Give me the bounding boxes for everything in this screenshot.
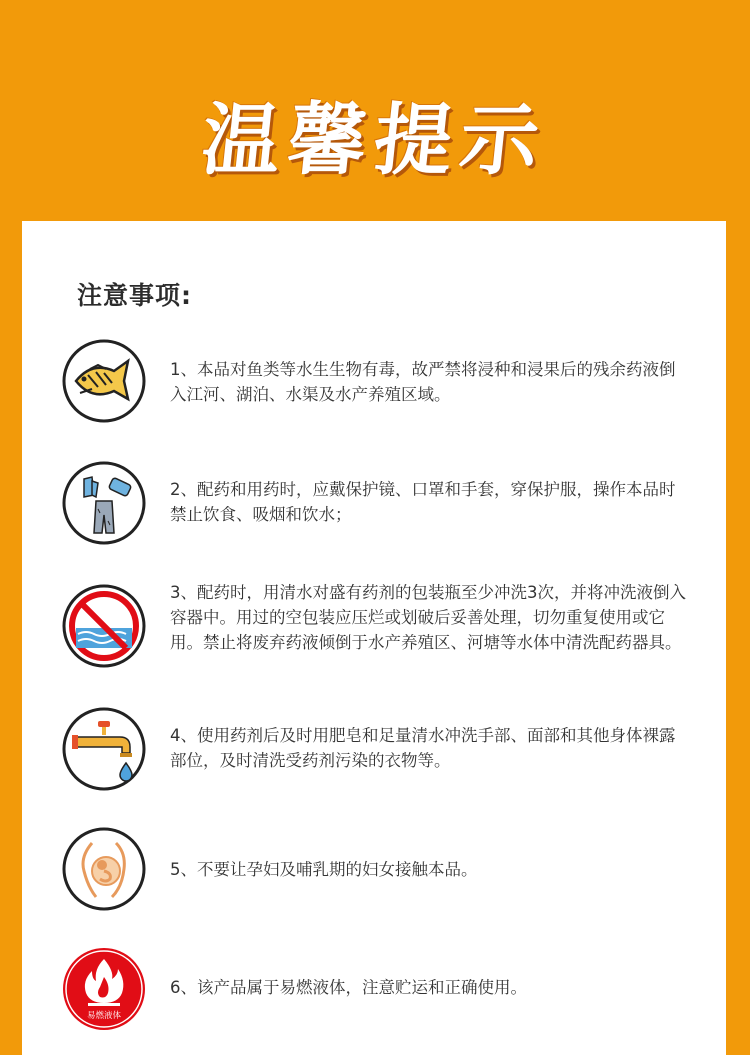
item-text: 2、配药和用药时，应戴保护镜、口罩和手套，穿保护服，操作本品时禁止饮食、吸烟和饮水； [170,480,676,524]
protective-gear-icon [62,461,146,545]
fish-icon [62,339,146,423]
notes-panel [22,221,726,1055]
item-text: 1、本品对鱼类等水生生物有毒，故严禁将浸种和浸果后的残余药液倒入江河、湖泊、水渠及水产养殖区域。 [170,360,676,404]
faucet-icon [62,707,146,791]
item-text: 3、配药时，用清水对盛有药剂的包装瓶至少冲洗3次，并将冲洗液倒入容器中。用过的空包装应压烂或划破后妥善处理，切勿重复使用或它用。禁止将废弃药液倾倒于水产养殖区、河塘等水体中清洗配药器具。 [170,583,686,652]
item-text: 5、不要让孕妇及哺乳期的妇女接触本品。 [170,860,478,879]
flammable-icon [62,947,146,1031]
flammable-badge-label: 易燃液体 [86,1011,122,1021]
section-heading: 注意事项: [77,281,192,310]
item-text: 4、使用药剂后及时用肥皂和足量清水冲洗手部、面部和其他身体裸露部位，及时清洗受药剂污染的衣物等。 [170,726,676,770]
pregnant-icon [62,827,146,911]
page-title: 温馨提示 [197,96,551,186]
item-text: 6、该产品属于易燃液体，注意贮运和正确使用。 [170,978,527,997]
no-water-icon [62,584,146,668]
